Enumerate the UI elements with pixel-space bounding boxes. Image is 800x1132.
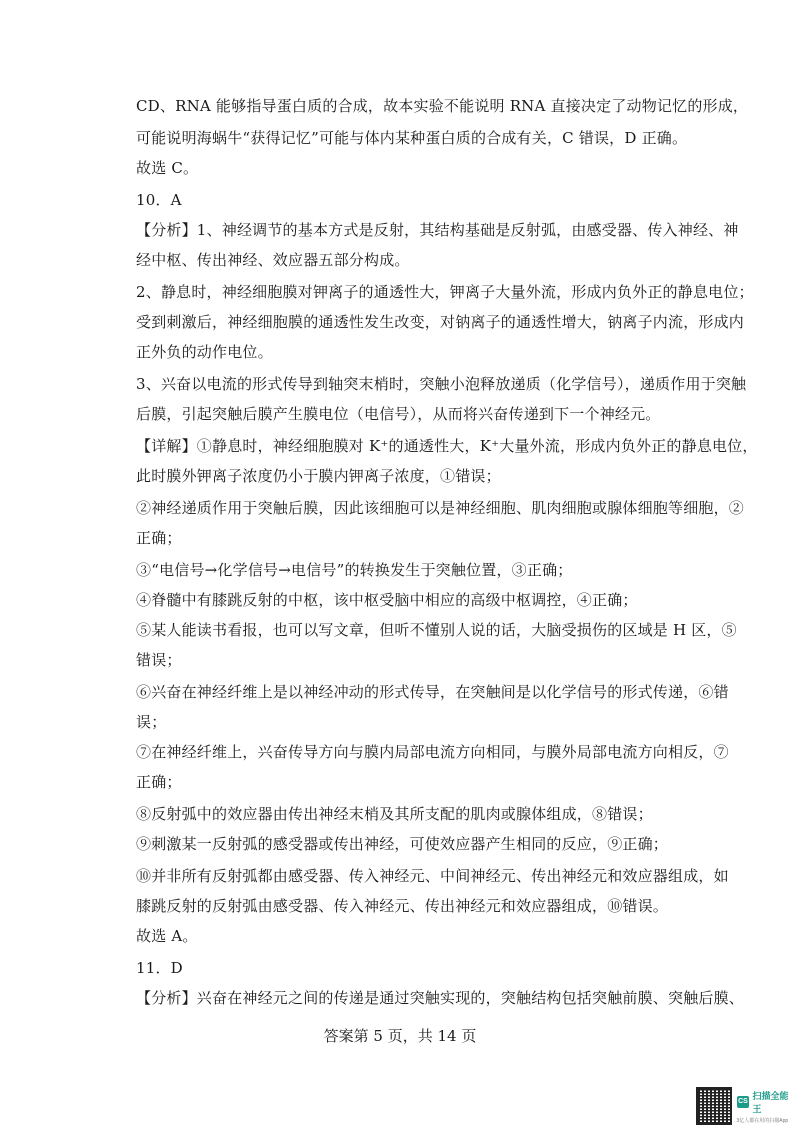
- text-line: 膝跳反射的反射弧由感受器、传入神经元、传出神经元和效应器组成，⑩错误。: [136, 897, 669, 915]
- text-line: ⑥兴奋在神经纤维上是以神经冲动的形式传导，在突触间是以化学信号的形式传递，⑥错: [136, 683, 729, 701]
- text-line: 故选 A。: [136, 927, 198, 945]
- text-line: 可能说明海蜗牛“获得记忆”可能与体内某种蛋白质的合成有关，C 错误，D 正确。: [136, 129, 688, 147]
- scanner-slogan: 3亿人都在用的扫描App: [736, 1117, 789, 1124]
- page-footer: 答案第 5 页，共 14 页: [323, 1027, 477, 1045]
- text-line: ⑦在神经纤维上，兴奋传导方向与膜内局部电流方向相同，与膜外局部电流方向相反，⑦: [136, 743, 729, 761]
- text-line: 【分析】1、神经调节的基本方式是反射，其结构基础是反射弧，由感受器、传入神经、神: [136, 221, 739, 239]
- qr-code-icon: [696, 1087, 732, 1125]
- text-line: ④脊髓中有膝跳反射的中枢，该中枢受脑中相应的高级中枢调控，④正确；: [136, 591, 638, 609]
- camscanner-logo-icon: CS: [737, 1096, 750, 1108]
- text-line: 10．A: [136, 191, 182, 209]
- text-line: 经中枢、传出神经、效应器五部分构成。: [136, 251, 410, 269]
- text-line: 正确；: [136, 529, 182, 547]
- text-line: 此时膜外钾离子浓度仍小于膜内钾离子浓度，①错误；: [136, 467, 501, 485]
- text-line: 2、静息时，神经细胞膜对钾离子的通透性大，钾离子大量外流，形成内负外正的静息电位；: [136, 283, 754, 301]
- text-line: CD、RNA 能够指导蛋白质的合成，故本实验不能说明 RNA 直接决定了动物记忆的形成，: [136, 97, 749, 115]
- text-line: 【详解】①静息时，神经细胞膜对 K⁺的通透性大，K⁺大量外流，形成内负外正的静息电位，: [136, 437, 758, 455]
- text-line: 误；: [136, 713, 167, 731]
- text-line: ⑩并非所有反射弧都由感受器、传入神经元、中间神经元、传出神经元和效应器组成，如: [136, 867, 729, 885]
- text-line: 后膜，引起突触后膜产生膜电位（电信号），从而将兴奋传递到下一个神经元。: [136, 405, 661, 423]
- text-line: 【分析】兴奋在神经元之间的传递是通过突触实现的，突触结构包括突触前膜、突触后膜、: [136, 989, 745, 1007]
- text-line: 正确；: [136, 773, 182, 791]
- scanner-app-name: 扫描全能王: [752, 1090, 789, 1114]
- text-line: 正外负的动作电位。: [136, 343, 273, 361]
- text-line: 受到刺激后，神经细胞膜的通透性发生改变，对钠离子的通透性增大，钠离子内流，形成内: [136, 313, 745, 331]
- text-line: 3、兴奋以电流的形式传导到轴突末梢时，突触小泡释放递质（化学信号），递质作用于突触: [136, 375, 747, 393]
- text-line: ⑤某人能读书看报，也可以写文章，但听不懂别人说的话，大脑受损伤的区域是 H 区，⑤: [136, 621, 737, 639]
- text-line: ⑨刺激某一反射弧的感受器或传出神经，可使效应器产生相同的反应，⑨正确；: [136, 835, 669, 853]
- text-line: 故选 C。: [136, 159, 199, 177]
- text-line: ③“电信号→化学信号→电信号”的转换发生于突触位置，③正确；: [136, 561, 573, 579]
- scanner-watermark: [696, 1084, 794, 1128]
- text-line: ②神经递质作用于突触后膜，因此该细胞可以是神经细胞、肌肉细胞或腺体细胞等细胞，②: [136, 499, 745, 517]
- text-line: 11．D: [136, 959, 183, 977]
- scanner-brand: [737, 1089, 794, 1124]
- text-line: 错误；: [136, 651, 182, 669]
- text-line: ⑧反射弧中的效应器由传出神经末梢及其所支配的肌肉或腺体组成，⑧错误；: [136, 805, 653, 823]
